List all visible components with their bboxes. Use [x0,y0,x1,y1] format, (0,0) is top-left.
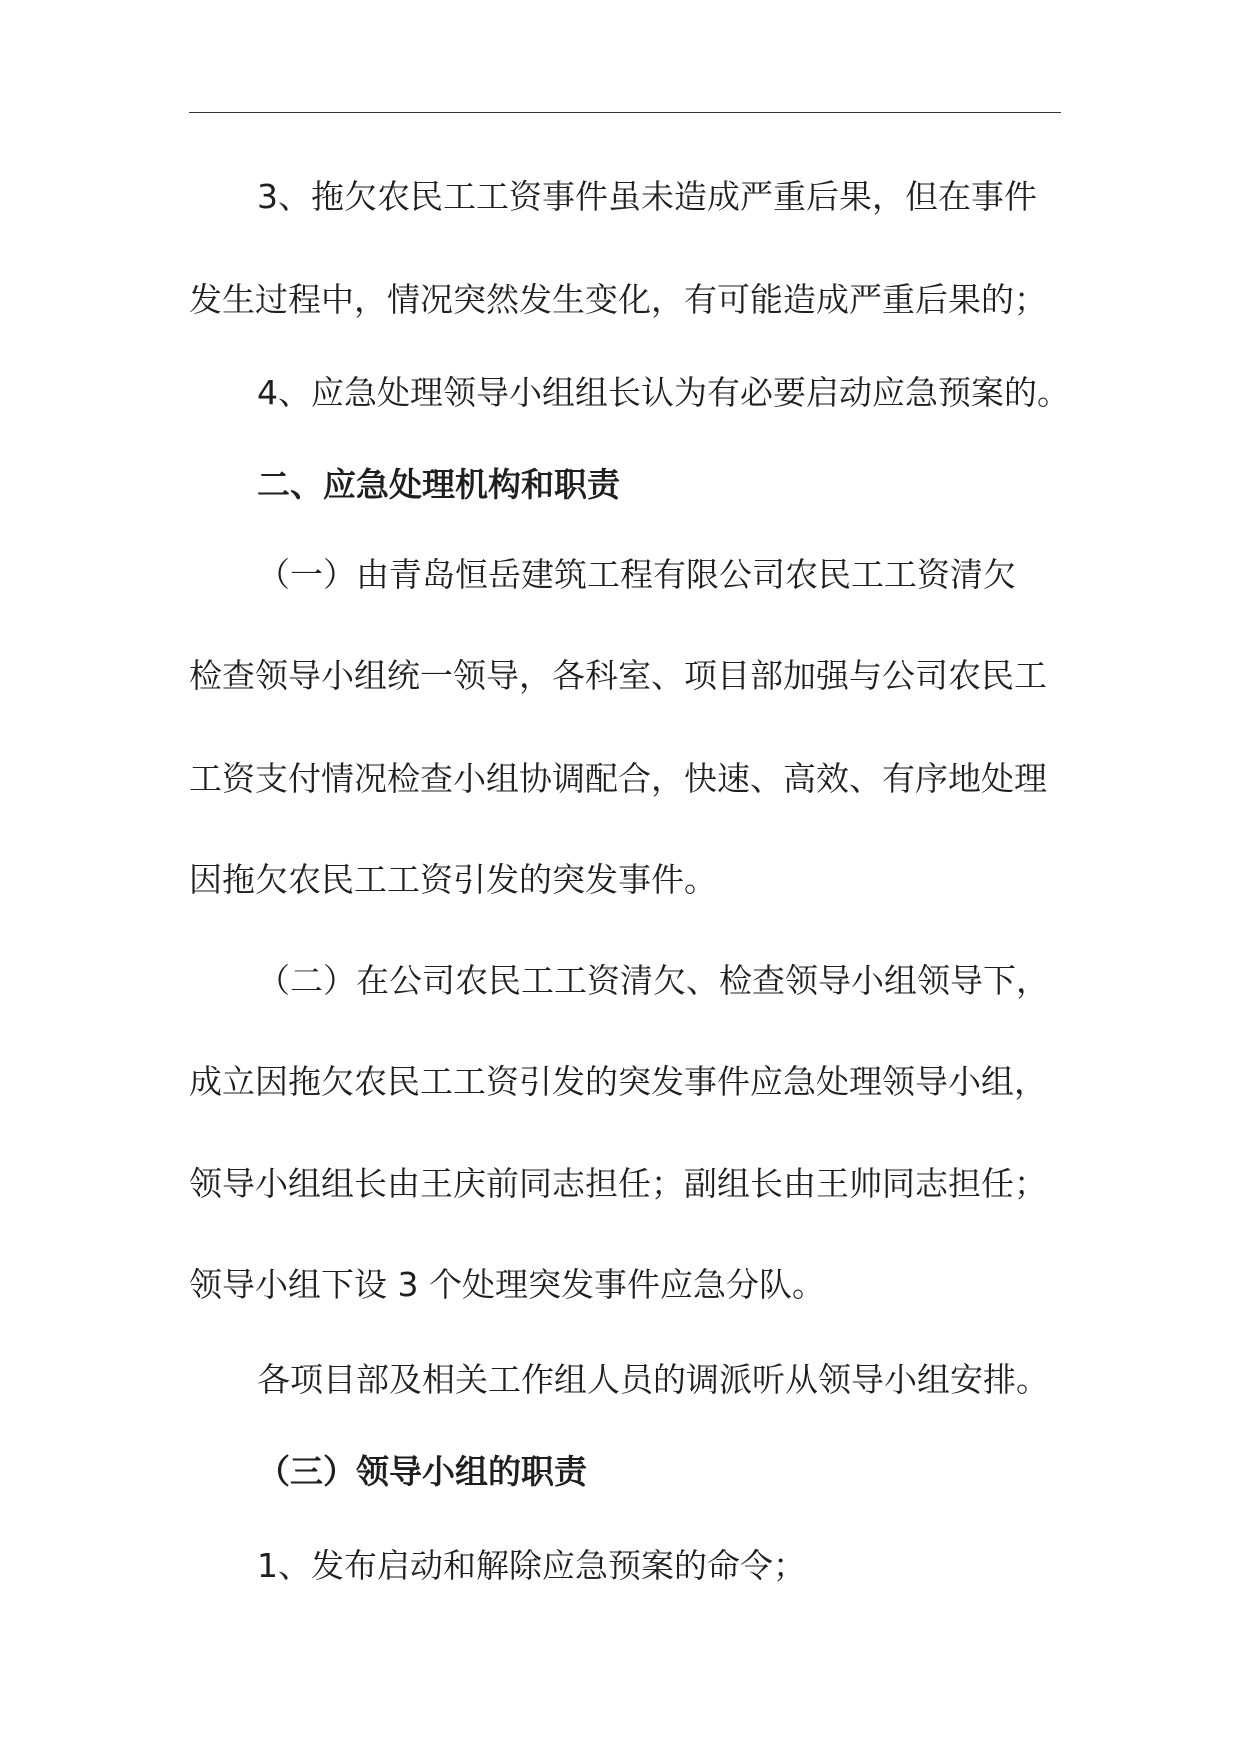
paragraph-line: 领导小组下设 3 个处理突发事件应急分队。 [189,1265,825,1304]
section-heading: 二、应急处理机构和职责 [257,465,620,504]
paragraph-line: 因拖欠农民工工资引发的突发事件。 [189,860,717,899]
paragraph-line: 检查领导小组统一领导，各科室、项目部加强与公司农民工 [189,656,1047,695]
subsection-heading: （三）领导小组的职责 [257,1452,587,1491]
paragraph-line: 发生过程中，情况突然发生变化，有可能造成严重后果的； [189,280,1047,319]
paragraph-line: 成立因拖欠农民工工资引发的突发事件应急处理领导小组， [189,1062,1047,1101]
header-rule [189,112,1061,113]
paragraph-line: 各项目部及相关工作组人员的调派听从领导小组安排。 [257,1360,1049,1399]
paragraph-line: 3、拖欠农民工工资事件虽未造成严重后果，但在事件 [257,177,1037,216]
paragraph-line: 1、发布启动和解除应急预案的命令； [257,1546,806,1585]
paragraph-line: 4、应急处理领导小组组长认为有必要启动应急预案的。 [257,373,1070,412]
paragraph-line: 领导小组组长由王庆前同志担任；副组长由王帅同志担任； [189,1164,1047,1203]
paragraph-line: 工资支付情况检查小组协调配合，快速、高效、有序地处理 [189,759,1047,798]
paragraph-line: （一）由青岛恒岳建筑工程有限公司农民工工资清欠 [257,555,1016,594]
paragraph-line: （二）在公司农民工工资清欠、检查领导小组领导下， [257,961,1049,1000]
